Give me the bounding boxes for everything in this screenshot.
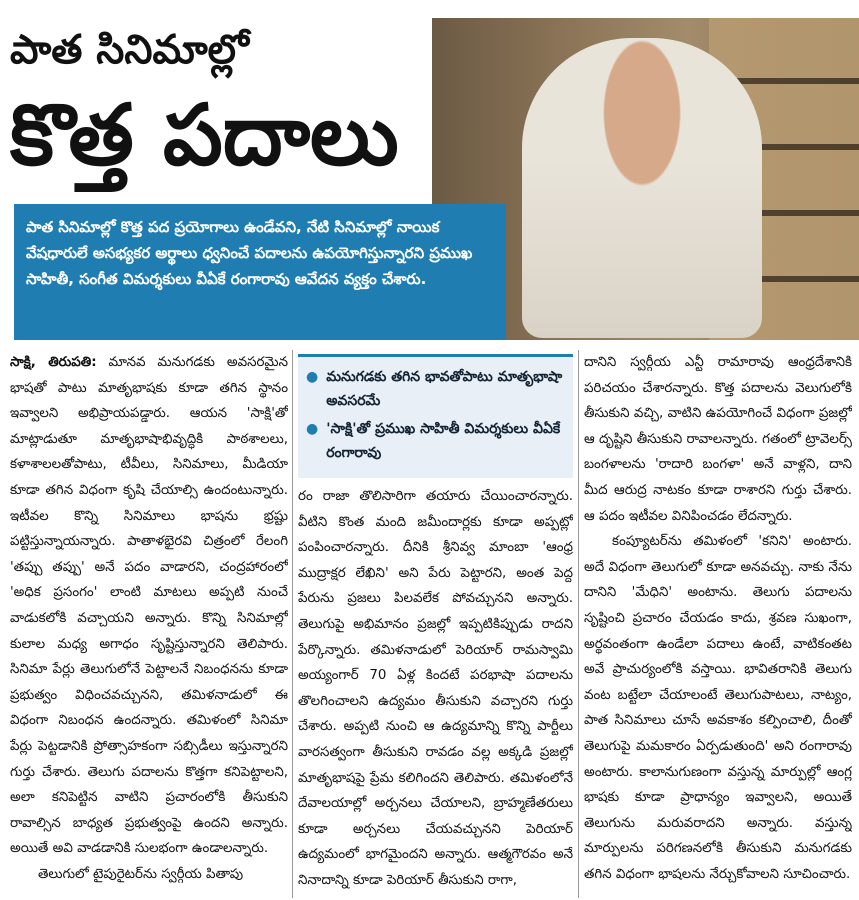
- article-column-2: [298, 484, 573, 898]
- column-divider-1: [292, 350, 293, 898]
- bullet-icon: ●: [306, 369, 319, 385]
- highlight-box: [298, 354, 573, 478]
- highlight-text-1: మనుగడకు తగిన భావతోపాటు మాతృభాషా అవసరమే: [326, 369, 563, 409]
- article-column-1: [10, 350, 288, 898]
- dateline: సాక్షి, తిరుపతి:: [10, 355, 97, 370]
- column-3-text-2: కంప్యూటర్‌ను తమిళంలో 'కనిని' అంటారు. అదే విధంగా తెలుగులో కూడా అనవచ్చు. నాకు నేను దానిని 'మేధిని' అంటాను. తెలుగు పదాలను సృష్టించి ప్రచారం చేయడం కాదు, శ్రవణ సుఖంగా, అర్థవంతంగా ఉండేలా పదాలు ఉంటే, వాటికంతట అవే ప్రాచుర్యంలోకి వస్తాయి. భావితరానికి తెలుగు వంట బట్టేలా చేయాలంటే తెలుగుపాటలు, నాట్యం, పాత సినిమాలు చూసే అవకాశం కల్పించాలి, దీంతో తెలుగుపై మమకారం ఏర్పడుతుంది' అని రంగారావు అంటారు. కాలానుగుణంగా వస్తున్న మార్పుల్లో ఆంగ్ల భాషకు కూడా ప్రాధాన్యం ఇవ్వాలని, అయితే తెలుగును మరువరాదని అన్నారు. వస్తున్న మార్పులను పరిగణనలోకి తీసుకుని మనుగడకు తగిన విధంగా భాషలను నేర్చుకోవాలని సూచించారు.: [584, 534, 852, 882]
- column-divider-2: [578, 350, 579, 898]
- highlight-text-2: 'సాక్షి'తో ప్రముఖ సాహితీ విమర్శకులు వీఏకే రంగారావు: [326, 421, 561, 461]
- person-figure: [522, 38, 762, 338]
- column-2-text: రం రాజా తొలిసారిగా తయారు చేయించారన్నారు. వీటిని కొంత మంది జమీందార్లకు కూడా అప్పట్లో పంపించారన్నారు. దీనికి శ్రీనివ్వ మాంబా 'ఆంధ్ర ముద్రాక్షర లేఖిని' అని పేరు పెట్టారని, అంత పెద్ద పేరును ప్రజలు పిలవలేక పోవచ్చునని అన్నారు. తెలుగుపై అభిమానం ప్రజల్లో ఇప్పటికిప్పుడు రాదని పేర్కొన్నారు. తమిళనాడులో పెరియార్ రామస్వామి అయ్యంగార్ 70 ఏళ్ల కిందటే పరభాషా పదాలను తొలగించాలని ఉద్యమం తీసుకుని వచ్చారని గుర్తు చేశారు. అప్పటి నుంచి ఆ ఉద్యమాన్ని కొన్ని పార్టీలు వారసత్వంగా తీసుకుని రావడం వల్ల అక్కడి ప్రజల్లో మాతృభాషపై ప్రేమ కలిగిందని తెలిపారు. తమిళంలోనే దేవాలయాల్లో అర్చనలు చేయాలని, బ్రాహ్మణేతరులు కూడా అర్చనలు చేయవచ్చునని పెరియార్ ఉద్యమంలో భాగమైందని అన్నారు. ఆత్మగౌరవం అనే నినాదాన్ని కూడా పెరియార్ తీసుకుని రాగా,: [298, 489, 573, 888]
- article-column-3: [584, 350, 852, 898]
- column-3-text: దానిని స్వర్గీయ ఎన్టీ రామారావు ఆంధ్రదేశానికి పరిచయం చేశారన్నారు. కొత్త పదాలను వెలుగులోకి తీసుకుని వచ్చి, వాటిని ఉపయోగించే విధంగా ప్రజల్లో ఆ దృష్టిని తీసుకుని రావాలన్నారు. గతంలో ట్రావెలర్స్ బంగళాలను 'రాదారి బంగళా' అనే వాళ్లని, దాని మీద ఆరుద్ర నాటకం కూడా రాశారని గుర్తు చేశారు. ఆ పదం ఇటీవల వినిపించడం లేదన్నారు.: [584, 355, 852, 524]
- bullet-icon: ●: [306, 421, 319, 437]
- column-1-text: మానవ మనుగడకు అవసరమైన భాషతో పాటు మాతృభాషకు కూడా తగిన స్థానం ఇవ్వాలని అభిప్రాయపడ్డారు. ఆయన 'సాక్షి'తో మాట్లాడుతూ మాతృభాషాభివృద్ధికి పాఠశాలలు, కళాశాలలతోపాటు, టీవీలు, సినిమాలు, మీడియా కూడా తగిన విధంగా కృషి చేయాల్సి ఉందంటున్నారు. ఇటీవల కొన్ని సినిమాలు భాషను భ్రష్టు పట్టిస్తున్నాయన్నారు. పాతాళభైరవి చిత్రంలో రేలంగి 'తప్పు తప్పు' అనే పదం వాడారని, చంద్రహారంలో 'అధిక ప్రసంగం' లాంటి మాటలు అప్పటి నుంచే వాడుకలోకి వచ్చాయని అన్నారు. కొన్ని సినిమాల్లో కులాల మధ్య అగాధం సృష్టిస్తున్నారని తెలిపారు. సినిమా పేర్లు తెలుగులోనే పెట్టాలనే నిబంధనను కూడా ప్రభుత్వం విధించవచ్చునని, తమిళనాడులో ఈ విధంగా నిబంధన ఉందన్నారు. తమిళంలో సినిమా పేర్లు పెట్టడానికి ప్రోత్సాహకంగా సబ్సిడీలు ఇస్తున్నారని గుర్తు చేశారు. తెలుగు పదాలను కొత్తగా కనిపెట్టాలని, అలా కనిపెట్టిన వాటిని ప్రచారంలోకి తీసుకుని రావాల్సిన బాధ్యత ప్రభుత్వంపై ఉందని అన్నారు. అయితే అవి వాడడానికి సులభంగా ఉండాలన్నారు.: [10, 355, 288, 857]
- headline-line1: పాత సినిమాల్లో: [10, 27, 249, 73]
- highlight-item: [306, 417, 565, 465]
- highlight-item: [306, 365, 565, 413]
- headline-line2: కొత్త పదాలు: [10, 86, 399, 184]
- lead-paragraph: పాత సినిమాల్లో కొత్త పద ప్రయోగాలు ఉండేవని, నేటి సినిమాల్లో నాయిక వేషధారులే అసభ్యకర అర్థాలు ధ్వనించే పదాలను ఉపయోగిస్తున్నారని ప్రముఖ సాహితీ, సంగీత విమర్శకులు వీఏకే రంగారావు ఆవేదన వ్యక్తం చేశారు.: [14, 204, 506, 340]
- headline: [10, 20, 430, 190]
- column-1-text-2: తెలుగులో టైపురైటర్‌ను స్వర్గీయ పితాపు: [38, 866, 244, 882]
